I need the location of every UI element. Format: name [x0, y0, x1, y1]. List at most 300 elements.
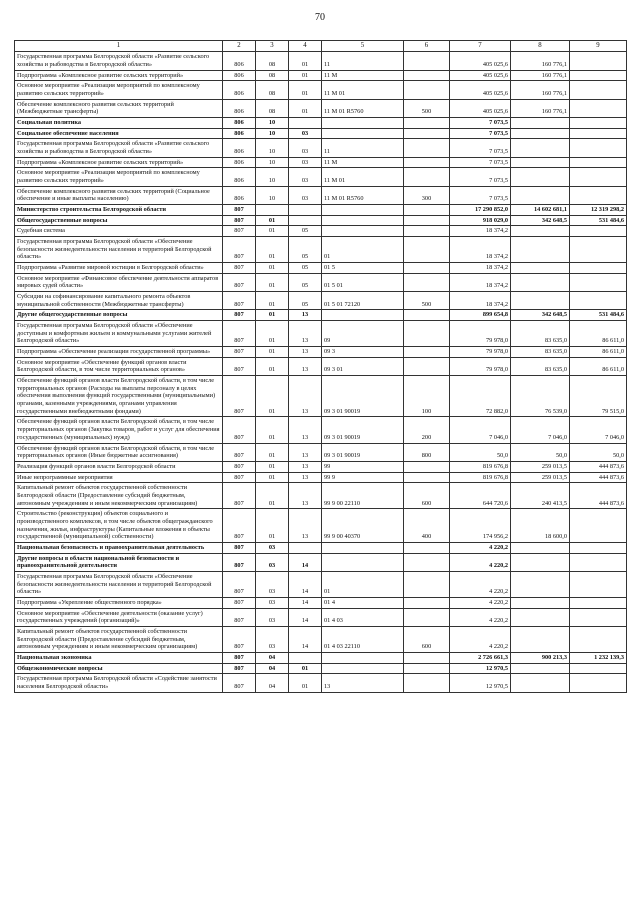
amount-2022-cell [511, 117, 570, 128]
table-row [15, 70, 627, 81]
name-cell: Подпрограмма «Комплексное развитие сельских территорий» [15, 157, 223, 168]
ministry-code-cell: 807 [223, 542, 256, 553]
amount-2023-cell [570, 674, 627, 692]
subsection-cell: 13 [289, 417, 322, 443]
name-cell: Другие вопросы в области национальной безопасности и правоохранительной деятельности [15, 553, 223, 571]
subsection-cell: 05 [289, 273, 322, 291]
name-cell: Обеспечение функций органов власти Белгородской области, в том числе территориальных органов (Закупка товаров, работ и услуг для обеспечения государственных (муниципальных) нужд) [15, 417, 223, 443]
expense-type-cell [404, 128, 450, 139]
amount-2023-cell [570, 186, 627, 204]
target-article-cell: 99 9 [322, 472, 404, 483]
ministry-code-cell: 806 [223, 70, 256, 81]
ministry-code-cell: 807 [223, 237, 256, 263]
amount-2023-cell [570, 226, 627, 237]
table-row [15, 205, 627, 216]
target-article-cell: 01 5 01 [322, 273, 404, 291]
amount-2023-cell: 1 232 139,3 [570, 652, 627, 663]
amount-2021-cell: 18 374,2 [450, 226, 511, 237]
amount-2023-cell: 531 484,6 [570, 310, 627, 321]
name-cell: Основное мероприятие «Обеспечение деятельности (оказание услуг) государственных учреждений (организаций)» [15, 608, 223, 626]
header-col-3: 3 [256, 41, 289, 52]
section-cell: 01 [256, 443, 289, 461]
subsection-cell: 01 [289, 674, 322, 692]
ministry-code-cell: 806 [223, 81, 256, 99]
name-cell: Субсидии на софинансирование капитального ремонта объектов муниципальной собственности (Межбюджетные трансферты) [15, 292, 223, 310]
section-cell: 08 [256, 81, 289, 99]
section-cell: 01 [256, 357, 289, 375]
section-cell: 03 [256, 571, 289, 597]
amount-2021-cell: 50,0 [450, 443, 511, 461]
target-article-cell: 09 3 01 [322, 357, 404, 375]
amount-2023-cell: 50,0 [570, 443, 627, 461]
target-article-cell: 99 [322, 461, 404, 472]
section-cell [256, 205, 289, 216]
subsection-cell: 01 [289, 99, 322, 117]
amount-2022-cell [511, 597, 570, 608]
table-row [15, 128, 627, 139]
table-row [15, 186, 627, 204]
name-cell: Государственная программа Белгородской области «Развитие сельского хозяйства и рыбоводства в Белгородской области» [15, 52, 223, 70]
ministry-code-cell: 807 [223, 553, 256, 571]
amount-2021-cell: 79 978,0 [450, 347, 511, 358]
section-cell: 03 [256, 608, 289, 626]
subsection-cell: 13 [289, 461, 322, 472]
amount-2021-cell: 72 882,0 [450, 376, 511, 417]
table-row [15, 226, 627, 237]
subsection-cell: 13 [289, 443, 322, 461]
section-cell: 08 [256, 70, 289, 81]
amount-2022-cell [511, 674, 570, 692]
expense-type-cell [404, 117, 450, 128]
ministry-code-cell: 807 [223, 663, 256, 674]
ministry-code-cell: 806 [223, 52, 256, 70]
subsection-cell: 05 [289, 292, 322, 310]
table-row [15, 472, 627, 483]
target-article-cell: 99 9 00 40370 [322, 509, 404, 543]
section-cell: 01 [256, 509, 289, 543]
table-row [15, 417, 627, 443]
table-row [15, 608, 627, 626]
section-cell: 01 [256, 310, 289, 321]
subsection-cell: 03 [289, 157, 322, 168]
table-row [15, 663, 627, 674]
amount-2022-cell [511, 226, 570, 237]
ministry-code-cell: 807 [223, 321, 256, 347]
amount-2021-cell: 7 046,0 [450, 417, 511, 443]
table-row [15, 509, 627, 543]
ministry-code-cell: 807 [223, 357, 256, 375]
amount-2021-cell: 7 073,5 [450, 157, 511, 168]
amount-2023-cell [570, 99, 627, 117]
target-article-cell [322, 215, 404, 226]
table-row [15, 273, 627, 291]
target-article-cell [322, 205, 404, 216]
table-row [15, 215, 627, 226]
amount-2022-cell: 160 776,1 [511, 99, 570, 117]
amount-2021-cell: 4 220,2 [450, 542, 511, 553]
ministry-code-cell: 807 [223, 472, 256, 483]
amount-2021-cell: 899 654,8 [450, 310, 511, 321]
amount-2021-cell: 79 978,0 [450, 321, 511, 347]
target-article-cell: 13 [322, 674, 404, 692]
expense-type-cell [404, 215, 450, 226]
section-cell: 08 [256, 52, 289, 70]
amount-2021-cell: 4 220,2 [450, 608, 511, 626]
amount-2023-cell: 86 611,0 [570, 357, 627, 375]
ministry-code-cell: 807 [223, 376, 256, 417]
amount-2023-cell [570, 292, 627, 310]
amount-2021-cell: 4 220,2 [450, 597, 511, 608]
amount-2023-cell [570, 663, 627, 674]
ministry-code-cell: 807 [223, 417, 256, 443]
target-article-cell: 09 3 01 90019 [322, 376, 404, 417]
subsection-cell: 01 [289, 663, 322, 674]
target-article-cell: 01 5 [322, 263, 404, 274]
amount-2023-cell [570, 571, 627, 597]
amount-2023-cell [570, 128, 627, 139]
ministry-code-cell: 807 [223, 443, 256, 461]
name-cell: Основное мероприятие «Обеспечение функций органов власти Белгородской области, в том числе территориальных органов» [15, 357, 223, 375]
amount-2021-cell: 819 676,8 [450, 461, 511, 472]
amount-2022-cell [511, 608, 570, 626]
subsection-cell [289, 205, 322, 216]
section-cell: 04 [256, 663, 289, 674]
ministry-code-cell: 807 [223, 205, 256, 216]
amount-2022-cell [511, 292, 570, 310]
ministry-code-cell: 807 [223, 483, 256, 509]
section-cell: 03 [256, 597, 289, 608]
section-cell: 10 [256, 168, 289, 186]
expense-type-cell [404, 226, 450, 237]
ministry-code-cell: 807 [223, 215, 256, 226]
ministry-code-cell: 807 [223, 310, 256, 321]
target-article-cell: 11 М 01 [322, 168, 404, 186]
amount-2022-cell: 160 776,1 [511, 52, 570, 70]
target-article-cell: 11 М [322, 70, 404, 81]
amount-2023-cell: 86 611,0 [570, 321, 627, 347]
subsection-cell: 13 [289, 483, 322, 509]
subsection-cell: 01 [289, 52, 322, 70]
subsection-cell: 03 [289, 186, 322, 204]
amount-2022-cell: 259 013,5 [511, 472, 570, 483]
expense-type-cell [404, 461, 450, 472]
subsection-cell: 03 [289, 168, 322, 186]
expense-type-cell [404, 357, 450, 375]
section-cell: 10 [256, 157, 289, 168]
name-cell: Обеспечение комплексного развития сельских территорий (Межбюджетные трансферты) [15, 99, 223, 117]
expense-type-cell [404, 52, 450, 70]
amount-2023-cell [570, 608, 627, 626]
expense-type-cell [404, 321, 450, 347]
target-article-cell: 01 4 03 22110 [322, 626, 404, 652]
table-row [15, 168, 627, 186]
target-article-cell: 11 М 01 R5760 [322, 99, 404, 117]
amount-2022-cell: 83 635,0 [511, 347, 570, 358]
expense-type-cell [404, 597, 450, 608]
section-cell: 01 [256, 292, 289, 310]
section-cell: 03 [256, 553, 289, 571]
target-article-cell [322, 117, 404, 128]
amount-2023-cell [570, 542, 627, 553]
amount-2022-cell [511, 263, 570, 274]
name-cell: Строительство (реконструкция) объектов социального и производственного комплексов, в том числе объектов общегражданского назначения, жилья, инфраструктуры (Капитальные вложения в объекты государственной (муниципальной) собственности) [15, 509, 223, 543]
target-article-cell: 99 9 00 22110 [322, 483, 404, 509]
amount-2022-cell: 83 635,0 [511, 321, 570, 347]
section-cell: 10 [256, 186, 289, 204]
ministry-code-cell: 806 [223, 128, 256, 139]
expense-type-cell [404, 663, 450, 674]
ministry-code-cell: 806 [223, 157, 256, 168]
subsection-cell: 13 [289, 509, 322, 543]
amount-2022-cell: 14 602 681,1 [511, 205, 570, 216]
subsection-cell: 05 [289, 226, 322, 237]
expense-type-cell: 500 [404, 99, 450, 117]
section-cell: 01 [256, 321, 289, 347]
target-article-cell [322, 128, 404, 139]
table-row [15, 237, 627, 263]
amount-2023-cell [570, 626, 627, 652]
expense-type-cell [404, 237, 450, 263]
section-cell: 01 [256, 215, 289, 226]
section-cell: 03 [256, 626, 289, 652]
amount-2022-cell: 900 213,3 [511, 652, 570, 663]
amount-2022-cell [511, 273, 570, 291]
amount-2023-cell: 86 611,0 [570, 347, 627, 358]
section-cell: 04 [256, 652, 289, 663]
amount-2021-cell: 79 978,0 [450, 357, 511, 375]
amount-2022-cell: 160 776,1 [511, 70, 570, 81]
name-cell: Капитальный ремонт объектов государственной собственности Белгородской области (Предоставление субсидий бюджетным, автономным учреждениям и иным некоммерческим организациям) [15, 483, 223, 509]
table-row [15, 443, 627, 461]
amount-2023-cell [570, 273, 627, 291]
header-col-5: 5 [322, 41, 404, 52]
ministry-code-cell: 807 [223, 509, 256, 543]
name-cell: Социальное обеспечение населения [15, 128, 223, 139]
name-cell: Национальная безопасность и правоохранительная деятельность [15, 542, 223, 553]
ministry-code-cell: 807 [223, 608, 256, 626]
amount-2022-cell: 240 413,5 [511, 483, 570, 509]
section-cell: 10 [256, 117, 289, 128]
name-cell: Реализация функций органов власти Белгородской области [15, 461, 223, 472]
expense-type-cell [404, 273, 450, 291]
table-row [15, 310, 627, 321]
target-article-cell [322, 663, 404, 674]
name-cell: Обеспечение функций органов власти Белгородской области, в том числе территориальных органов (Иные бюджетные ассигнования) [15, 443, 223, 461]
amount-2023-cell [570, 139, 627, 157]
section-cell: 01 [256, 376, 289, 417]
table-row [15, 597, 627, 608]
subsection-cell: 13 [289, 472, 322, 483]
table-row [15, 461, 627, 472]
expense-type-cell [404, 157, 450, 168]
target-article-cell: 11 М [322, 157, 404, 168]
amount-2021-cell: 2 726 661,3 [450, 652, 511, 663]
subsection-cell: 05 [289, 237, 322, 263]
amount-2021-cell: 7 073,5 [450, 139, 511, 157]
table-row [15, 117, 627, 128]
section-cell: 10 [256, 128, 289, 139]
amount-2022-cell: 83 635,0 [511, 357, 570, 375]
subsection-cell: 13 [289, 347, 322, 358]
amount-2021-cell: 7 073,5 [450, 128, 511, 139]
table-row [15, 571, 627, 597]
name-cell: Основное мероприятие «Реализация мероприятий по комплексному развитию сельских территорий» [15, 168, 223, 186]
target-article-cell: 01 [322, 571, 404, 597]
target-article-cell: 01 [322, 237, 404, 263]
name-cell: Подпрограмма «Комплексное развитие сельских территорий» [15, 70, 223, 81]
section-cell: 03 [256, 542, 289, 553]
amount-2022-cell: 342 648,5 [511, 215, 570, 226]
budget-table [14, 40, 627, 693]
name-cell: Подпрограмма «Обеспечение реализации государственной программы» [15, 347, 223, 358]
target-article-cell: 01 5 01 72120 [322, 292, 404, 310]
amount-2022-cell: 259 013,5 [511, 461, 570, 472]
ministry-code-cell: 806 [223, 117, 256, 128]
amount-2023-cell: 12 319 298,2 [570, 205, 627, 216]
name-cell: Социальная политика [15, 117, 223, 128]
amount-2021-cell: 18 374,2 [450, 292, 511, 310]
target-article-cell: 01 4 03 [322, 608, 404, 626]
expense-type-cell [404, 472, 450, 483]
expense-type-cell [404, 205, 450, 216]
amount-2022-cell: 342 648,5 [511, 310, 570, 321]
name-cell: Основное мероприятие «Финансовое обеспечение деятельности аппаратов мировых судей области» [15, 273, 223, 291]
expense-type-cell: 600 [404, 626, 450, 652]
section-cell: 01 [256, 461, 289, 472]
expense-type-cell [404, 571, 450, 597]
amount-2023-cell [570, 263, 627, 274]
target-article-cell [322, 652, 404, 663]
header-col-2: 2 [223, 41, 256, 52]
target-article-cell: 09 3 [322, 347, 404, 358]
subsection-cell [289, 215, 322, 226]
ministry-code-cell: 807 [223, 597, 256, 608]
ministry-code-cell: 806 [223, 99, 256, 117]
expense-type-cell [404, 674, 450, 692]
expense-type-cell [404, 347, 450, 358]
amount-2021-cell: 18 374,2 [450, 273, 511, 291]
amount-2021-cell: 7 073,5 [450, 117, 511, 128]
subsection-cell: 13 [289, 310, 322, 321]
header-col-6: 6 [404, 41, 450, 52]
section-cell: 10 [256, 139, 289, 157]
ministry-code-cell: 807 [223, 571, 256, 597]
table-row [15, 292, 627, 310]
expense-type-cell: 500 [404, 292, 450, 310]
amount-2022-cell [511, 128, 570, 139]
amount-2021-cell: 405 025,6 [450, 70, 511, 81]
header-col-7: 7 [450, 41, 511, 52]
name-cell: Национальная экономика [15, 652, 223, 663]
subsection-cell [289, 542, 322, 553]
target-article-cell [322, 542, 404, 553]
subsection-cell: 13 [289, 376, 322, 417]
section-cell: 01 [256, 472, 289, 483]
expense-type-cell: 600 [404, 483, 450, 509]
table-row [15, 139, 627, 157]
target-article-cell: 01 4 [322, 597, 404, 608]
amount-2023-cell: 444 873,6 [570, 483, 627, 509]
amount-2022-cell: 160 776,1 [511, 81, 570, 99]
amount-2022-cell [511, 168, 570, 186]
ministry-code-cell: 807 [223, 292, 256, 310]
amount-2023-cell [570, 117, 627, 128]
amount-2021-cell: 4 220,2 [450, 626, 511, 652]
table-row [15, 52, 627, 70]
amount-2022-cell [511, 663, 570, 674]
amount-2021-cell: 4 220,2 [450, 571, 511, 597]
amount-2021-cell: 18 374,2 [450, 237, 511, 263]
amount-2021-cell: 819 676,8 [450, 472, 511, 483]
expense-type-cell [404, 81, 450, 99]
ministry-code-cell: 807 [223, 674, 256, 692]
name-cell: Основное мероприятие «Реализация мероприятий по комплексному развитию сельских территорий» [15, 81, 223, 99]
expense-type-cell [404, 542, 450, 553]
target-article-cell: 11 [322, 52, 404, 70]
name-cell: Обеспечение комплексного развития сельских территорий (Социальное обеспечение и иные выплаты населению) [15, 186, 223, 204]
name-cell: Государственная программа Белгородской области «Обеспечение безопасности жизнедеятельности населения и территорий Белгородской области» [15, 571, 223, 597]
table-row [15, 157, 627, 168]
target-article-cell [322, 226, 404, 237]
section-cell: 01 [256, 347, 289, 358]
amount-2023-cell [570, 81, 627, 99]
table-row [15, 626, 627, 652]
section-cell: 01 [256, 226, 289, 237]
expense-type-cell: 100 [404, 376, 450, 417]
name-cell: Подпрограмма «Развитие мировой юстиции в Белгородской области» [15, 263, 223, 274]
expense-type-cell [404, 70, 450, 81]
section-cell: 01 [256, 263, 289, 274]
header-col-9: 9 [570, 41, 627, 52]
name-cell: Министерство строительства Белгородской области [15, 205, 223, 216]
expense-type-cell [404, 553, 450, 571]
name-cell: Обеспечение функций органов власти Белгородской области, в том числе территориальных органов (Расходы на выплаты персоналу в целях обеспечения выполнения функций государственными (муниципальными) органами, казенными учреждениями, органами управления государственными внебюджетными фондами) [15, 376, 223, 417]
section-cell: 08 [256, 99, 289, 117]
ministry-code-cell: 807 [223, 273, 256, 291]
amount-2021-cell: 4 220,2 [450, 553, 511, 571]
subsection-cell [289, 117, 322, 128]
page-number: 70 [315, 12, 325, 23]
header-col-8: 8 [511, 41, 570, 52]
name-cell: Другие общегосударственные вопросы [15, 310, 223, 321]
expense-type-cell: 300 [404, 186, 450, 204]
ministry-code-cell: 806 [223, 186, 256, 204]
ministry-code-cell: 807 [223, 263, 256, 274]
amount-2022-cell [511, 237, 570, 263]
subsection-cell: 13 [289, 357, 322, 375]
name-cell: Подпрограмма «Укрепление общественного порядка» [15, 597, 223, 608]
name-cell: Государственная программа Белгородской области «Обеспечение безопасности жизнедеятельности населения и территорий Белгородской области» [15, 237, 223, 263]
amount-2021-cell: 12 970,5 [450, 674, 511, 692]
subsection-cell: 14 [289, 626, 322, 652]
table-row [15, 263, 627, 274]
section-cell: 01 [256, 237, 289, 263]
section-cell: 01 [256, 273, 289, 291]
table-row [15, 321, 627, 347]
table-row [15, 542, 627, 553]
name-cell: Иные непрограммные мероприятия [15, 472, 223, 483]
amount-2023-cell [570, 597, 627, 608]
target-article-cell: 11 [322, 139, 404, 157]
amount-2023-cell: 444 873,6 [570, 461, 627, 472]
table-header-row [15, 41, 627, 52]
ministry-code-cell: 807 [223, 626, 256, 652]
amount-2023-cell [570, 237, 627, 263]
amount-2023-cell [570, 509, 627, 543]
name-cell: Государственная программа Белгородской области «Обеспечение доступным и комфортным жильем и коммунальными услугами жителей Белгородской области» [15, 321, 223, 347]
subsection-cell: 05 [289, 263, 322, 274]
subsection-cell: 03 [289, 139, 322, 157]
